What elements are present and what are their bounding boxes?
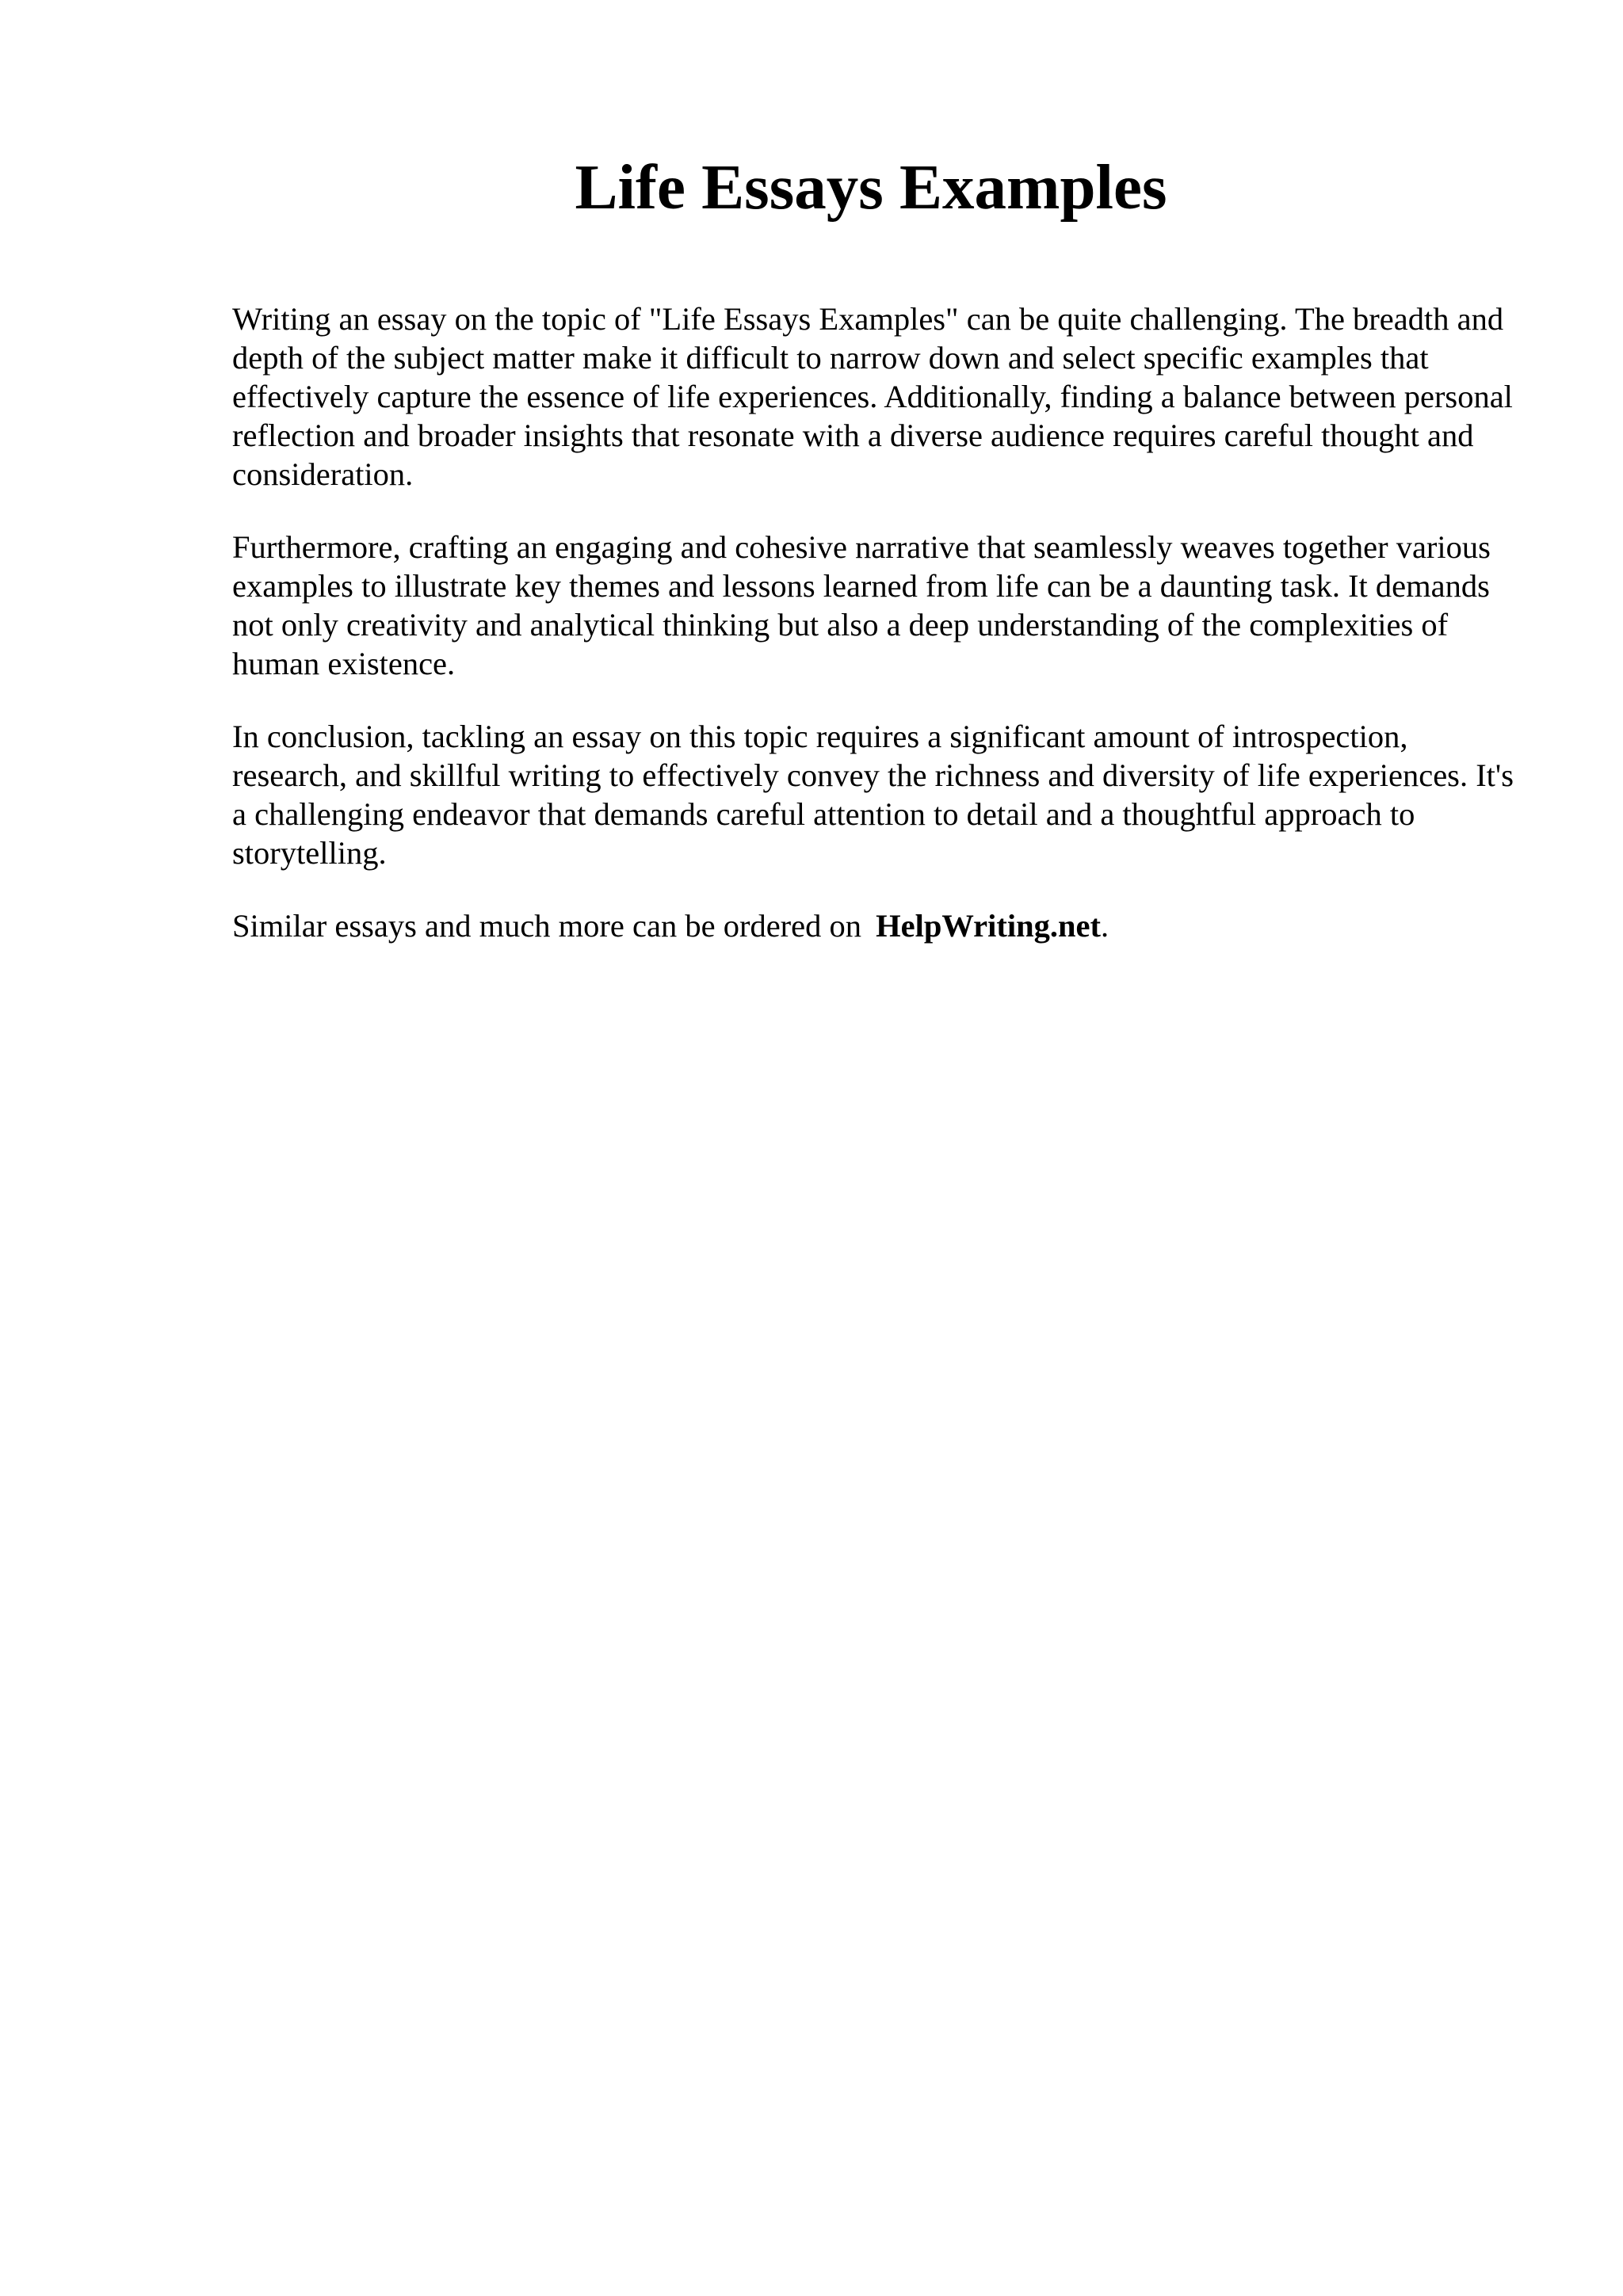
order-note-text: Similar essays and much more can be ordered on [232,908,862,944]
paragraph-3: In conclusion, tackling an essay on this topic requires a significant amount of introspection, research, and skillful writing to effectively convey the richness and diversity of life experiences. It's a challenging endeavor that demands careful attention to detail and a thoughtful approach to storytelling. [232,719,1514,871]
order-note-period: . [1101,908,1109,944]
paragraph-2: Furthermore, crafting an engaging and cohesive narrative that seamlessly weaves together various examples to illustrate key themes and lessons learned from life can be a daunting task. It demands not only creativity and analytical thinking but also a deep understanding of the complexities of human existence. [232,529,1491,681]
order-note [232,906,1516,945]
document-body [232,299,1516,979]
brand-name: HelpWriting.net [876,908,1102,944]
document-title: Life Essays Examples [575,151,1167,223]
paragraph-1: Writing an essay on the topic of "Life Essays Examples" can be quite challenging. The breadth and depth of the subject matter make it difficult to narrow down and select specific examples that effectively capture the essence of life experiences. Additionally, finding a balance between personal reflection and broader insights that resonate with a diverse audience requires careful thought and consideration. [232,301,1513,492]
